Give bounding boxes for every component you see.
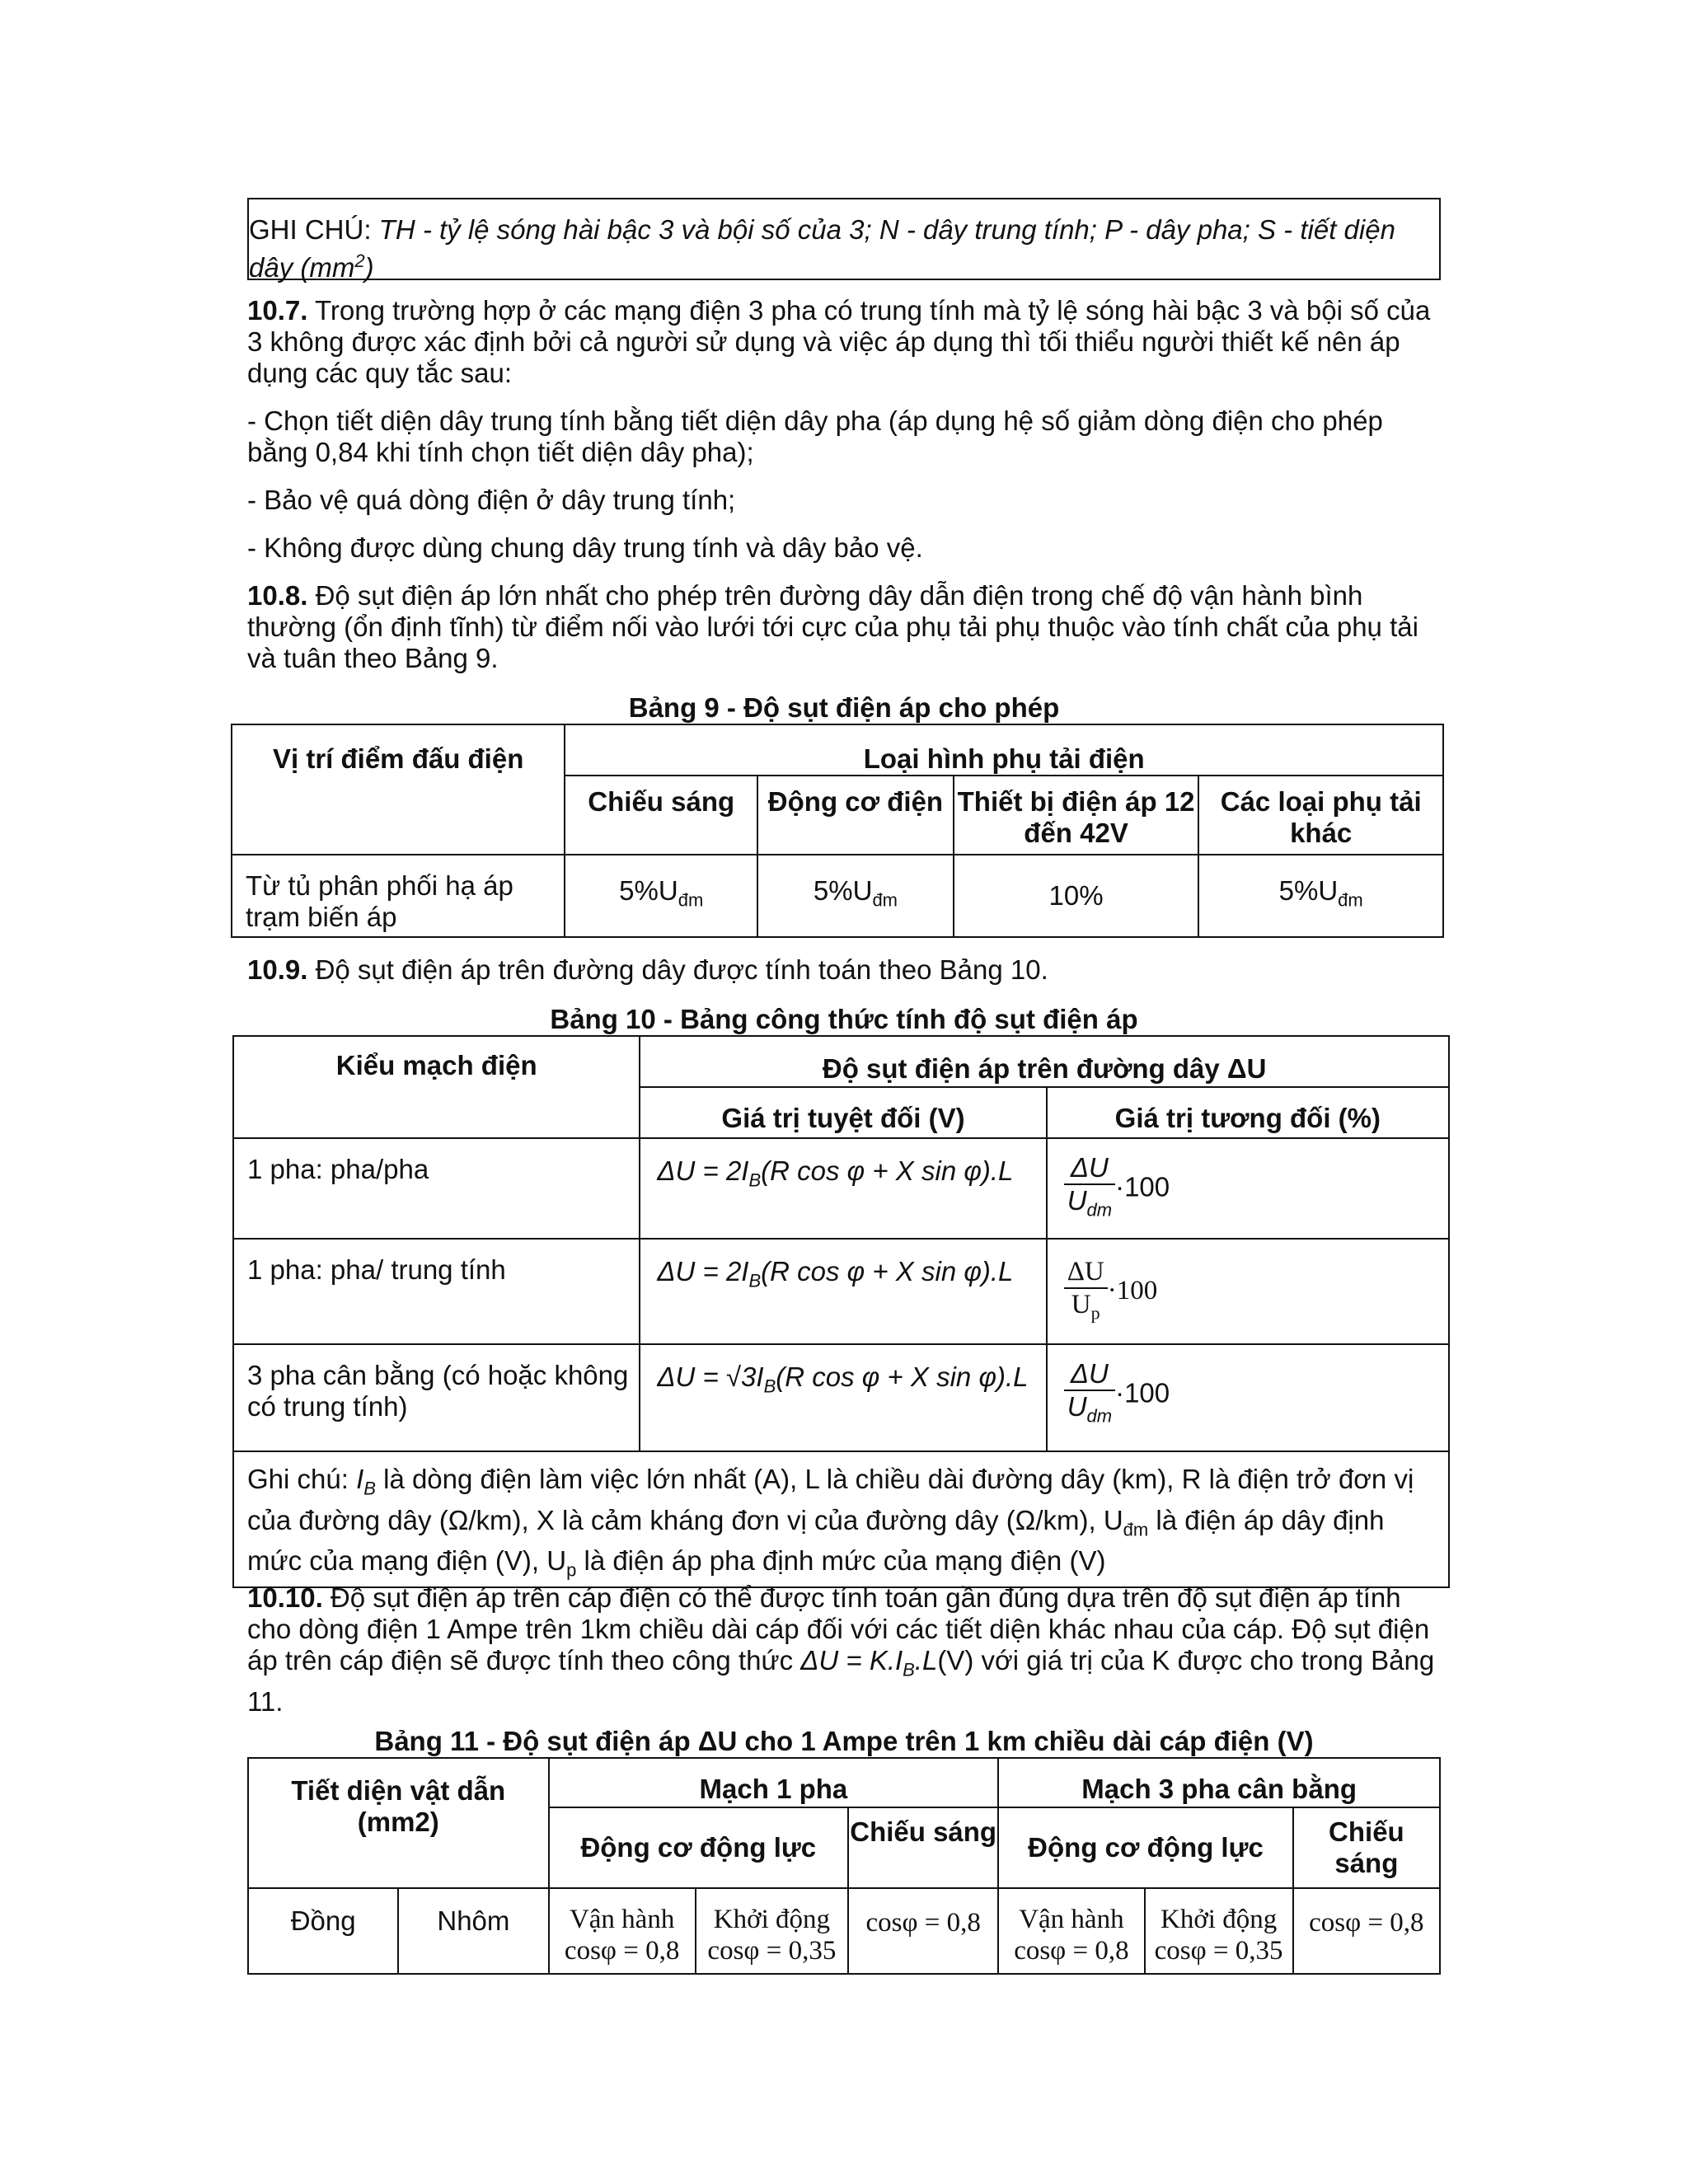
table10-row2-relative: $\frac{\Delta U}{U_p}$ ·100 [1047, 1239, 1449, 1344]
table10-row2-label: 1 pha: pha/ trung tính [233, 1239, 640, 1344]
top-note-box [247, 198, 1441, 283]
table10-row1-label: 1 pha: pha/pha [233, 1138, 640, 1239]
paragraph-text: Độ sụt điện áp lớn nhất cho phép trên đường dây dẫn điện trong chế độ vận hành bình thường (ổn định tĩnh) từ điểm nối vào lưới tới cực của phụ tải phụ thuộc vào tính chất của phụ tải và tuân theo Bảng 9. [247, 580, 1418, 673]
table11-3p-motor: Động cơ động lực [998, 1807, 1292, 1888]
table11-1p-cos: cosφ = 0,8 [848, 1888, 998, 1974]
paragraph-10-9 [247, 954, 1451, 986]
table9-cell-3: 10% [954, 855, 1199, 937]
note-label: GHI CHÚ: [249, 214, 379, 245]
table10-row1-formula: $\Delta U = 2I_B(R$ cos φ + X sin φ).L [640, 1138, 1046, 1239]
paragraph-text: Độ sụt điện áp trên đường dây được tính toán theo Bảng 10. [307, 954, 1048, 985]
paragraph-text: Trong trường hợp ở các mạng điện 3 pha có trung tính mà tỷ lệ sóng hài bậc 3 và bội số của 3 không được xác định bởi cả người sử dụng và việc áp dụng thì tối thiểu người thiết kế nên áp dụng các quy tắc sau: [247, 295, 1431, 388]
table9 [231, 724, 1444, 938]
table9-cell-1: $5\%U_{đm}$ [565, 855, 757, 937]
note-sup: 2 [354, 251, 365, 271]
paragraph-number: 10.10. [247, 1582, 323, 1613]
paragraph-number: 10.8. [247, 580, 308, 611]
paragraph-10-8 [247, 580, 1451, 674]
table11-header-section: Tiết diện vật dẫn (mm2) [248, 1758, 549, 1888]
note-tail: ) [364, 252, 374, 283]
table10-note: Ghi chú: $I_B$ là dòng điện làm việc lớn nhất (A), L là chiều dài đường dây (km), R là điện trở đơn vị của đường dây (Ω/km), X là cảm kháng đơn vị của đường dây (Ω/km), $U_{đm}$ là điện áp dây định mức của mạng điện (V), $U_p$ là điện áp pha định mức của mạng điện (V) [233, 1451, 1449, 1587]
table11-1p-lighting: Chiếu sáng [848, 1807, 998, 1888]
paragraph-10-10: 10.10. Độ sụt điện áp trên cáp điện có thể được tính toán gần đúng dựa trên độ sụt điện áp tính cho dòng điện 1 Ampe trên 1km chiều dài cáp đối với các tiết diện khác nhau của cáp. Độ sụt điện áp trên cáp điện sẽ được tính theo công thức $\Delta U = K.I_B.L(V)$ với giá trị của K được cho trong Bảng 11. [247, 1582, 1435, 1717]
table9-row-label: Từ tủ phân phối hạ áp trạm biến áp [232, 855, 565, 937]
table9-cell-2: $5\%U_{đm}$ [757, 855, 954, 937]
table9-caption: Bảng 9 - Độ sụt điện áp cho phép [628, 692, 1060, 723]
table10-row3-formula: $\Delta U = √3I_B(R$ cos φ + X sin φ).L [640, 1344, 1046, 1451]
table10-caption: Bảng 10 - Bảng công thức tính độ sụt điện áp [550, 1004, 1138, 1034]
table11-header-3phase: Mạch 3 pha cân bằng [998, 1758, 1440, 1807]
table11-3p-cos: cosφ = 0,8 [1293, 1888, 1440, 1974]
paragraph-number: 10.7. [247, 295, 308, 326]
note-text: TH - tỷ lệ sóng hài bậc 3 và bội số của 3; N - dây trung tính; P - dây pha; S - tiết diện dây (mm [249, 214, 1395, 283]
table11-3p-start: Khởi động cosφ = 0,35 [1145, 1888, 1293, 1974]
table9-header-position: Vị trí điểm đấu điện [232, 724, 565, 855]
table11-header-1phase: Mạch 1 pha [549, 1758, 999, 1807]
table11-copper: Đồng [248, 1888, 398, 1974]
table11-aluminium: Nhôm [398, 1888, 548, 1974]
table10-header-relative: Giá trị tương đối (%) [1047, 1087, 1449, 1138]
bullet-1: - Chọn tiết diện dây trung tính bằng tiết diện dây pha (áp dụng hệ số giảm dòng điện cho phép bằng 0,84 khi tính chọn tiết diện dây pha); [247, 405, 1383, 467]
table11-1p-run: Vận hành cosφ = 0,8 [549, 1888, 696, 1974]
table10-row3-label: 3 pha cân bằng (có hoặc không có trung tính) [233, 1344, 640, 1451]
table10-header-absolute: Giá trị tuyệt đối (V) [640, 1087, 1046, 1138]
table11 [247, 1757, 1441, 1975]
table9-cell-4: $5\%U_{đm}$ [1198, 855, 1443, 937]
table10 [232, 1035, 1450, 1588]
table9-header-load: Loại hình phụ tải điện [565, 724, 1443, 776]
bullet-2: - Bảo vệ quá dòng điện ở dây trung tính; [247, 485, 736, 515]
table11-3p-lighting: Chiếu sáng [1293, 1807, 1440, 1888]
table10-header-type: Kiểu mạch điện [233, 1036, 640, 1138]
table9-col-other: Các loại phụ tải khác [1198, 776, 1443, 855]
table10-row2-formula: $\Delta U = 2I_B(R$ cos φ + X sin φ).L [640, 1239, 1046, 1344]
paragraph-10-7 [247, 295, 1451, 389]
table9-col-lighting: Chiếu sáng [565, 776, 757, 855]
table11-caption: Bảng 11 - Độ sụt điện áp ΔU cho 1 Ampe trên 1 km chiều dài cáp điện (V) [374, 1726, 1314, 1756]
table11-1p-motor: Động cơ động lực [549, 1807, 849, 1888]
table9-col-lowvoltage: Thiết bị điện áp 12 đến 42V [954, 776, 1199, 855]
paragraph-number: 10.9. [247, 954, 308, 985]
table9-col-motor: Động cơ điện [757, 776, 954, 855]
table10-row1-relative: $\frac{\Delta U}{U_{dm}}$ ·100 [1047, 1138, 1449, 1239]
table10-row3-relative: $\frac{\Delta U}{U_{dm}}$ ·100 [1047, 1344, 1449, 1451]
table10-header-drop: Độ sụt điện áp trên đường dây ΔU [640, 1036, 1449, 1087]
bullet-3: - Không được dùng chung dây trung tính và dây bảo vệ. [247, 532, 923, 563]
table11-3p-run: Vận hành cosφ = 0,8 [998, 1888, 1144, 1974]
table11-1p-start: Khởi động cosφ = 0,35 [696, 1888, 848, 1974]
